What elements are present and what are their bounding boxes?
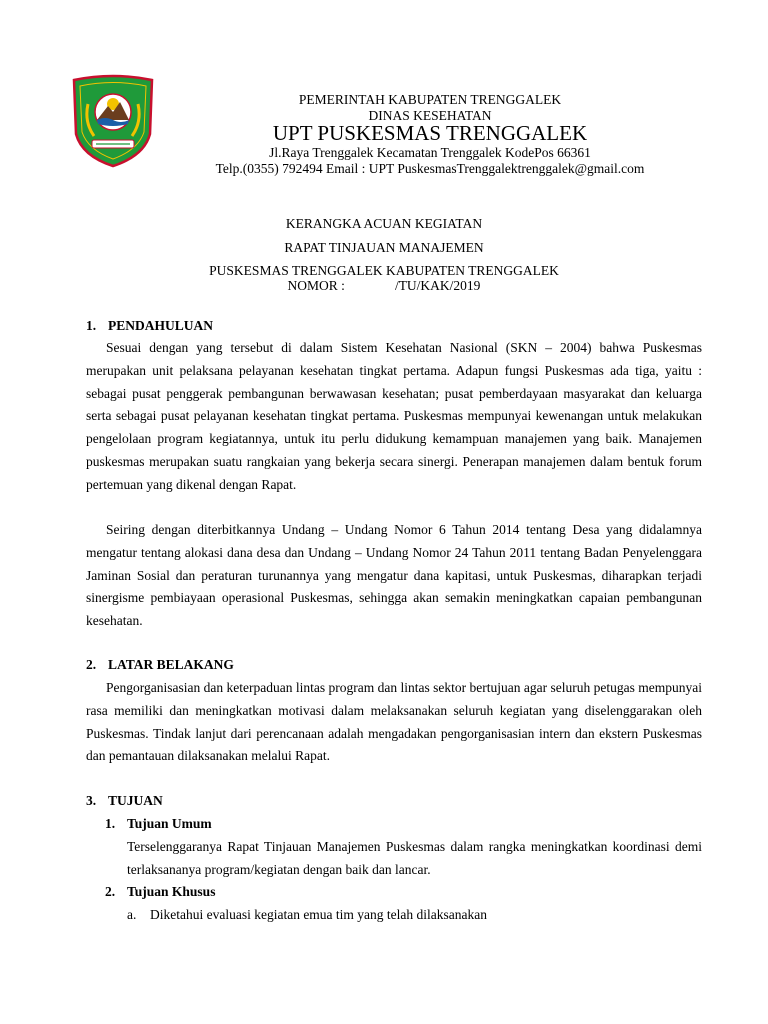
section-2-heading (86, 657, 234, 673)
section-number: 2. (86, 657, 97, 672)
section-2-paragraph-1: Pengorganisasian dan keterpaduan lintas program dan lintas sektor bertujuan agar seluruh petugas mempunyai rasa memiliki dan meningkatkan motivasi dalam melaksanakan seluruh kegiatan yang diselenggarakan oleh Puskesmas. Tindak lanjut dari perencanaan adalah mengadakan pengorganisasian intern dan ekstern Puskesmas dan pemantauan dilaksanakan melalui Rapat. (86, 680, 702, 764)
section-1-paragraph-2: Seiring dengan diterbitkannya Undang – Undang Nomor 6 Tahun 2014 tentang Desa yang didalamnya mengatur tentang alokasi dana desa dan Undang – Undang Nomor 24 Tahun 2011 tentang Badan Penyelenggara Jaminan Sosial dan peraturan turunannya yang mengatur dana kapitasi, untuk Puskesmas, diharapkan terjadi sinergisme pembiayaan operasional Puskesmas, sehingga akan semakin meningkatkan capaian pembangunan kesehatan. (86, 522, 702, 629)
doc-title-1: KERANGKA ACUAN KEGIATAN (285, 216, 483, 231)
nomor-value: /TU/KAK/2019 (394, 278, 481, 293)
section-3-heading (86, 793, 163, 809)
item-text: Diketahui evaluasi kegiatan emua tim yang telah dilaksanakan (150, 907, 488, 922)
letterhead-department: DINAS KESEHATAN (368, 108, 492, 123)
general-goal-paragraph: Terselenggaranya Rapat Tinjauan Manajemen Puskesmas dalam rangka meningkatkan koordinasi demi terlaksananya program/kegiatan dengan baik dan lancar. (127, 839, 702, 877)
letterhead-government: PEMERINTAH KABUPATEN TRENGGALEK (298, 92, 562, 107)
subsection-number: 1. (105, 816, 116, 831)
regency-logo-icon (70, 74, 156, 170)
subsection-number: 2. (105, 884, 116, 899)
subsection-title: Tujuan Umum (127, 816, 212, 831)
letterhead-title: UPT PUSKESMAS TRENGGALEK (272, 121, 588, 145)
section-title: PENDAHULUAN (108, 318, 214, 333)
letterhead-address: Jl.Raya Trenggalek Kecamatan Trenggalek KodePos 66361 (269, 145, 591, 160)
section-title: TUJUAN (108, 793, 163, 808)
nomor-label: NOMOR : (287, 278, 345, 293)
subsection-title: Tujuan Khusus (127, 884, 216, 899)
item-label: a. (127, 907, 137, 922)
letterhead-contact: Telp.(0355) 792494 Email : UPT PuskesmasTrenggalektrenggalek@gmail.com (215, 161, 645, 176)
specific-goal-item-a (127, 907, 487, 923)
doc-title-2: RAPAT TINJAUAN MANAJEMEN (284, 240, 484, 255)
subsection-specific-goal-heading (105, 884, 215, 900)
section-1-paragraph-1: Sesuai dengan yang tersebut di dalam Sistem Kesehatan Nasional (SKN – 2004) bahwa Puskesmas merupakan unit pelaksana pelayanan kesehatan tingkat pertama. Adapun fungsi Puskesmas ada tiga, yaitu : sebagai pusat penggerak pembangunan berwawasan kesehatan; pusat pemberdayaan masyarakat dan keluarga serta sebagai pusat pelayanan kesehatan tingkat pertama. Puskesmas mempunyai kewenangan untuk melakukan pengelolaan program kegiatannya, untuk itu perlu didukung kemampuan manajemen yang baik. Manajemen puskesmas merupakan suatu rangkaian yang bekerja secara sinergi. Penerapan manajemen dalam bentuk forum pertemuan yang dikenal dengan Rapat. (86, 340, 702, 492)
doc-title-3: PUSKESMAS TRENGGALEK KABUPATEN TRENGGALEK (209, 263, 559, 278)
doc-number-line (0, 278, 768, 294)
section-number: 1. (86, 318, 97, 333)
section-number: 3. (86, 793, 97, 808)
subsection-general-goal-heading (105, 816, 212, 832)
section-title: LATAR BELAKANG (108, 657, 234, 672)
section-1-heading (86, 318, 213, 334)
